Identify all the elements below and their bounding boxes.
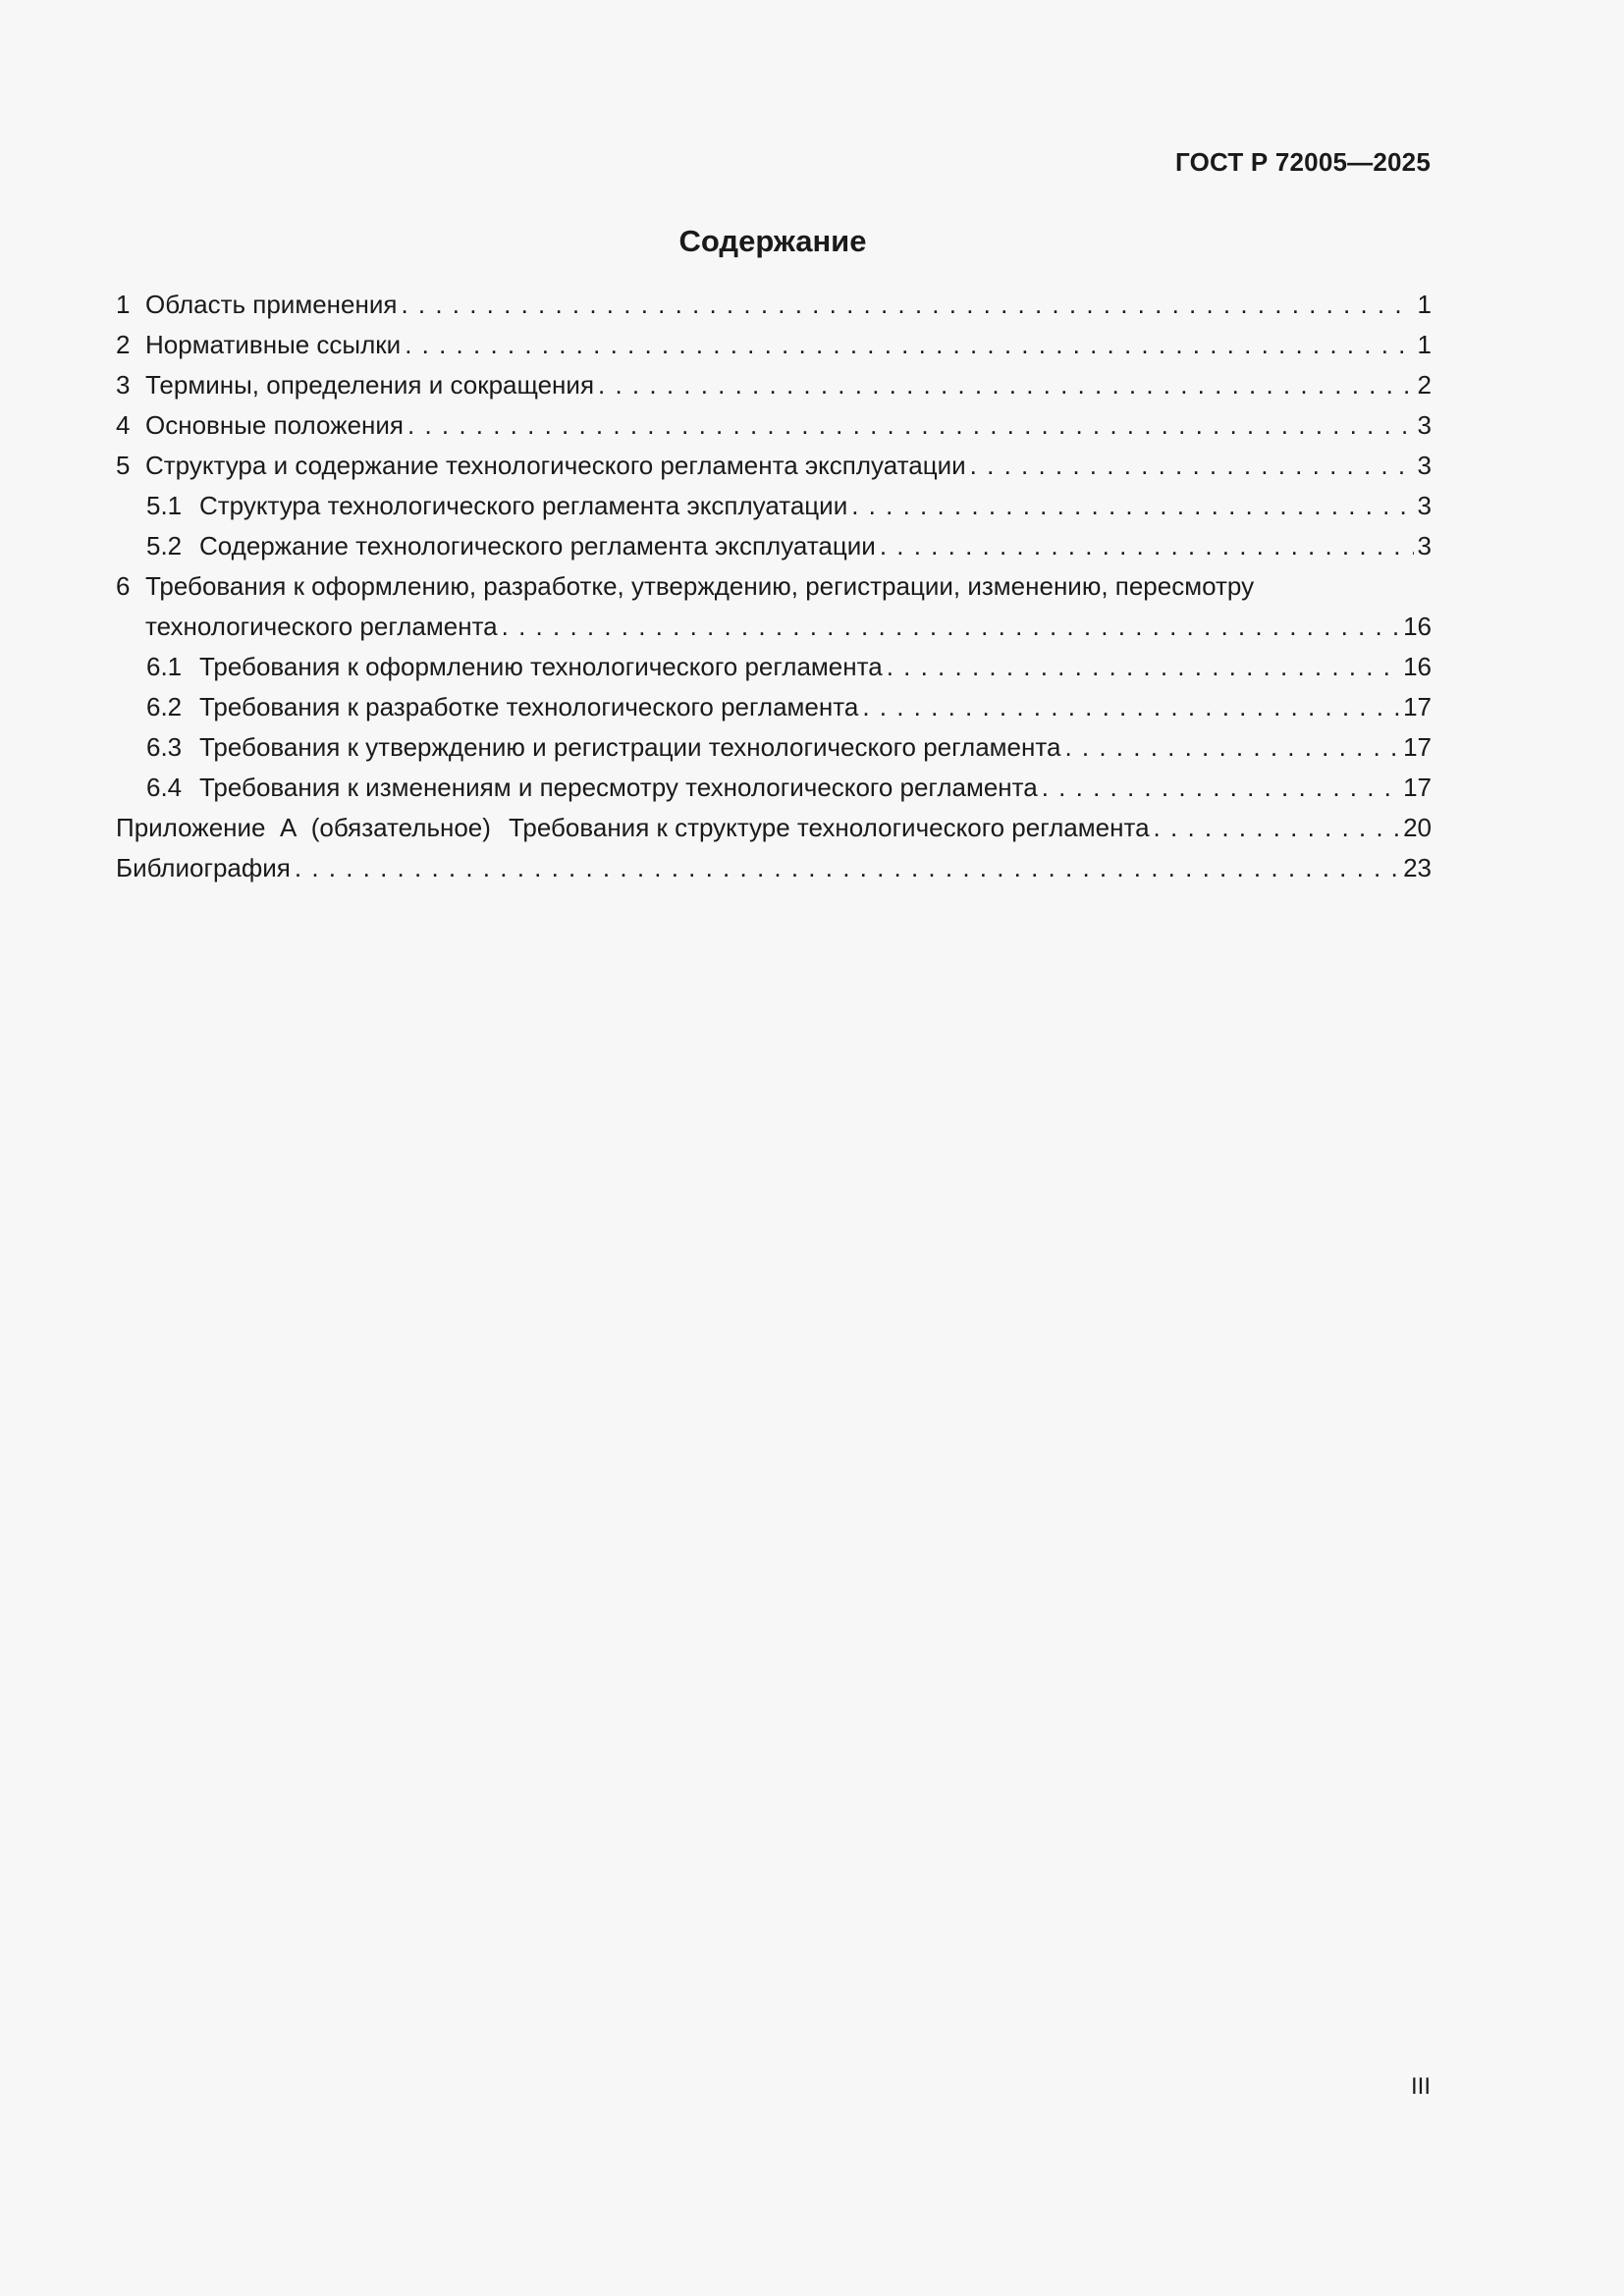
toc-entry-title: Требования к оформлению технологического регламента [199,652,883,681]
toc-entry[interactable] [116,446,1432,486]
toc-entry-page: 16 [1403,652,1432,681]
dot-leader [405,325,1413,365]
toc-entry-page: 3 [1417,451,1432,480]
toc-entry-number: 6.4 [146,773,183,802]
toc-entry-title: Область применения [145,290,398,319]
toc-entry-number: 3 [116,370,131,400]
toc-entry-page: 17 [1403,773,1432,802]
dot-leader [407,405,1414,446]
dot-leader [598,365,1414,405]
toc-entry[interactable] [116,325,1432,365]
dot-leader [401,285,1413,325]
dot-leader [502,607,1399,647]
toc-entry-number: 6.3 [146,732,183,762]
toc-entry-title: Нормативные ссылки [145,330,402,359]
dot-leader [1064,727,1399,768]
toc-entry-page: 3 [1417,531,1432,561]
toc-entry-title: Библиография [116,853,291,882]
toc-entry-title: Требования к разработке технологического регламента [199,692,859,721]
toc-subentry[interactable] [116,647,1432,687]
dot-leader [862,687,1399,727]
toc-entry-page: 3 [1417,491,1432,520]
toc-entry-number: 6.2 [146,692,183,721]
toc-entry[interactable] [116,405,1432,446]
toc-entry-number: 5.2 [146,531,183,561]
toc-entry[interactable] [116,566,1432,647]
toc-entry-page: 17 [1403,692,1432,721]
dot-leader [1154,808,1400,848]
toc-entry-page: 17 [1403,732,1432,762]
toc-entry-title: Структура и содержание технологического регламента эксплуатации [145,451,966,480]
dot-leader [880,526,1414,566]
toc-entry-page: 1 [1417,290,1432,319]
toc-bibliography-entry[interactable] [116,848,1432,888]
document-code: ГОСТ Р 72005—2025 [1175,147,1431,177]
table-of-contents [116,285,1432,888]
page-number: III [1410,2073,1431,2100]
toc-entry-title: Структура технологического регламента эксплуатации [199,491,848,520]
toc-title: Содержание [678,224,867,258]
toc-entry-number: 4 [116,410,131,440]
toc-subentry[interactable] [116,486,1432,526]
dot-leader [970,446,1414,486]
toc-entry-number: 5 [116,451,131,480]
toc-entry-page: 23 [1403,853,1432,882]
toc-entry-page: 16 [1403,612,1432,641]
toc-entry-title: Основные положения [145,410,404,440]
toc-subentry[interactable] [116,526,1432,566]
toc-entry-number: 6 [116,571,131,601]
dot-leader [851,486,1413,526]
toc-entry-number: 5.1 [146,491,183,520]
toc-appendix-entry[interactable] [116,808,1432,848]
dot-leader [887,647,1399,687]
toc-entry-page: 1 [1417,330,1432,359]
toc-entry-page: 20 [1403,813,1432,842]
toc-entry-page: 3 [1417,410,1432,440]
toc-subentry[interactable] [116,768,1432,808]
toc-entry-title: Содержание технологического регламента эксплуатации [199,531,876,561]
toc-entry-title-continued: технологического регламента [145,612,498,641]
toc-subentry[interactable] [116,687,1432,727]
toc-entry-title: Требования к изменениям и пересмотру технологического регламента [199,773,1038,802]
toc-entry-page: 2 [1417,370,1432,400]
dot-leader [295,848,1399,888]
toc-entry-number: 1 [116,290,131,319]
toc-subentry[interactable] [116,727,1432,768]
toc-entry-title: Требования к структуре технологического регламента [508,813,1150,842]
toc-entry[interactable] [116,365,1432,405]
toc-entry-number: 6.1 [146,652,183,681]
toc-entry-title: Термины, определения и сокращения [145,370,595,400]
toc-entry-title: Требования к утверждению и регистрации технологического регламента [199,732,1061,762]
toc-entry-title: Требования к оформлению, разработке, утверждению, регистрации, изменению, пересмотру [145,571,1255,601]
toc-entry-number: 2 [116,330,131,359]
appendix-label: Приложение А (обязательное) [116,813,491,842]
dot-leader [1042,768,1399,808]
toc-entry[interactable] [116,285,1432,325]
